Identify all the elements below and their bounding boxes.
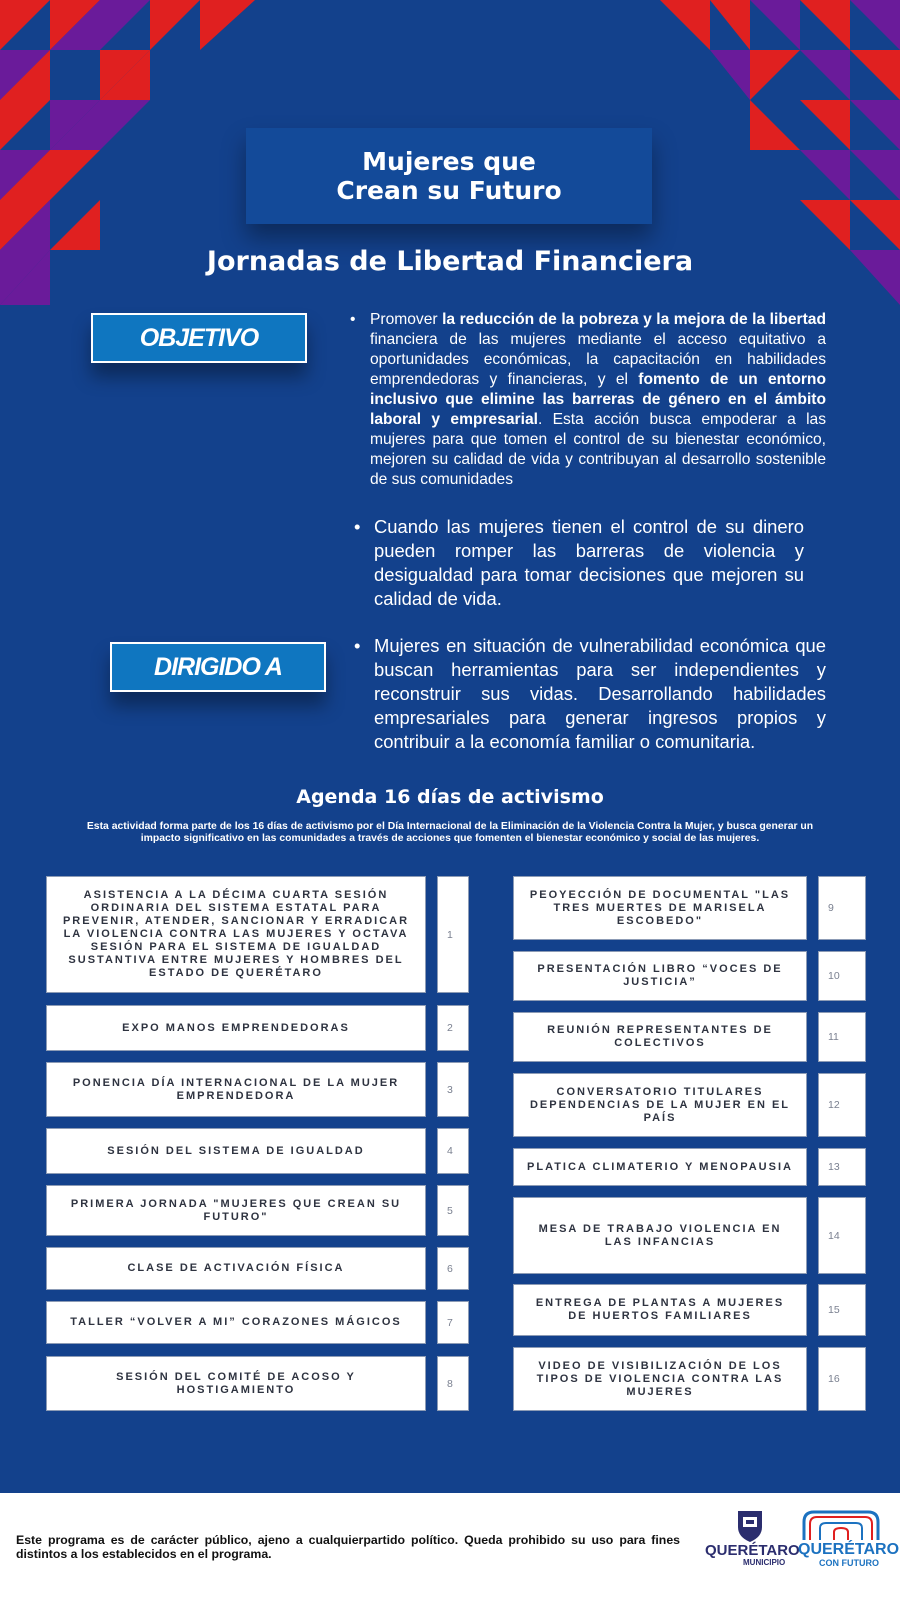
- agenda-item-9: PEOYECCIÓN DE DOCUMENTAL "LAS TRES MUERTES DE MARISELA ESCOBEDO": [513, 876, 807, 940]
- agenda-number-7: 7: [437, 1301, 469, 1344]
- dirigido-paragraph: [354, 634, 826, 754]
- objetivo-text-1: Promover: [370, 311, 443, 328]
- agenda-item-3: PONENCIA DÍA INTERNACIONAL DE LA MUJER EMPRENDEDORA: [46, 1062, 426, 1117]
- agenda-number-10: 10: [818, 951, 866, 1001]
- logo-estado-sub: CON FUTURO: [819, 1558, 879, 1568]
- agenda-number-6: 6: [437, 1247, 469, 1290]
- title-banner: [246, 128, 652, 224]
- agenda-number-16: 16: [818, 1347, 866, 1411]
- municipio-shield-icon: [735, 1509, 765, 1543]
- agenda-number-12: 12: [818, 1073, 866, 1137]
- agenda-item-2: EXPO MANOS EMPRENDEDORAS: [46, 1005, 426, 1051]
- agenda-title: Agenda 16 días de activismo: [296, 786, 604, 808]
- agenda-item-10: PRESENTACIÓN LIBRO “VOCES DE JUSTICIA”: [513, 951, 807, 1001]
- logo-municipio-sub: MUNICIPIO: [743, 1558, 786, 1567]
- agenda-item-14: MESA DE TRABAJO VIOLENCIA EN LAS INFANCIAS: [513, 1197, 807, 1274]
- agenda-number-1: 1: [437, 876, 469, 993]
- agenda-item-6: CLASE DE ACTIVACIÓN FÍSICA: [46, 1247, 426, 1290]
- agenda-item-4: SESIÓN DEL SISTEMA DE IGUALDAD: [46, 1128, 426, 1174]
- legal-notice: Este programa es de carácter público, ajeno a cualquierpartido político. Queda prohibido su uso para fines distintos a los establecidos en el programa.: [16, 1533, 680, 1561]
- objetivo-text-4: Cuando las mujeres tienen el control de su dinero pueden romper las barreras de violencia y desigualdad para tomar decisiones que mejoren su calidad de vida.: [374, 516, 804, 609]
- agenda-number-14: 14: [818, 1197, 866, 1274]
- agenda-number-5: 5: [437, 1185, 469, 1236]
- agenda-description: Esta actividad forma parte de los 16 días de activismo por el Día Internacional de la Eliminación de la Violencia Contra la Mujer, y busca generar un impacto significativo en las comunidades a través de acciones que fomenten el bienestar económico y social de las mujeres.: [86, 821, 814, 844]
- agenda-number-3: 3: [437, 1062, 469, 1117]
- agenda-item-5: PRIMERA JORNADA "MUJERES QUE CREAN SU FUTURO": [46, 1185, 426, 1236]
- objetivo-bold-1: la reducción de la pobreza y la mejora de la libertad: [442, 311, 826, 328]
- agenda-number-8: 8: [437, 1356, 469, 1411]
- agenda-item-15: ENTREGA DE PLANTAS A MUJERES DE HUERTOS FAMILIARES: [513, 1284, 807, 1336]
- objetivo-text-3: . Esta acción busca empoderar a las mujeres para que tomen el control de su bienestar económico, mejoren su calidad de vida y contribuyan al desarrollo sostenible de sus comunidades: [370, 411, 827, 488]
- agenda-item-16: VIDEO DE VISIBILIZACIÓN DE LOS TIPOS DE VIOLENCIA CONTRA LAS MUJERES: [513, 1347, 807, 1411]
- agenda-item-11: REUNIÓN REPRESENTANTES DE COLECTIVOS: [513, 1012, 807, 1062]
- agenda-item-8: SESIÓN DEL COMITÉ DE ACOSO Y HOSTIGAMIENTO: [46, 1356, 426, 1411]
- agenda-item-12: CONVERSATORIO TITULARES DEPENDENCIAS DE LA MUJER EN EL PAÍS: [513, 1073, 807, 1137]
- agenda-number-15: 15: [818, 1284, 866, 1336]
- bullet-icon: •: [354, 635, 361, 656]
- agenda-item-1: ASISTENCIA A LA DÉCIMA CUARTA SESIÓN ORDINARIA DEL SISTEMA ESTATAL PARA PREVENIR, ATENDER, SANCIONAR Y ERRADICAR LA VIOLENCIA CONTRA LAS MUJERES Y OCTAVA SESIÓN PARA EL SISTEMA DE IGUALDAD SUSTANTIVA ENTRE MUJERES Y HOMBRES DEL ESTADO DE QUERÉTARO: [46, 876, 426, 993]
- objetivo-paragraph-2: [354, 515, 804, 611]
- objetivo-bold-2: fomento de un entorno inclusivo que elimine las barreras de género en el ámbito laboral y empresarial: [370, 371, 826, 428]
- bullet-icon: •: [354, 516, 361, 537]
- objetivo-label: OBJETIVO: [91, 313, 307, 363]
- agenda-number-9: 9: [818, 876, 866, 940]
- objetivo-paragraph: [350, 310, 827, 490]
- page-subtitle: Jornadas de Libertad Financiera: [206, 246, 694, 277]
- agenda-item-7: TALLER “VOLVER A MI” CORAZONES MÁGICOS: [46, 1301, 426, 1344]
- logo-estado-name: QUERÉTARO: [798, 1541, 900, 1558]
- dirigido-text: Mujeres en situación de vulnerabilidad económica que buscan herramientas para ser independientes y reconstruir sus vidas. Desarrollando habilidades empresariales para generar ingresos propios y contribuir a la economía familiar o comunitaria.: [374, 635, 826, 752]
- queretaro-arches-icon: [800, 1508, 882, 1542]
- agenda-number-2: 2: [437, 1005, 469, 1051]
- objetivo-text-2: financiera de las mujeres mediante el acceso equitativo a oportunidades económicas, la capacitación en habilidades emprendedoras y financieras, y el: [370, 331, 826, 388]
- bullet-icon: •: [350, 311, 356, 328]
- title-line-2: Crean su Futuro: [336, 176, 562, 205]
- agenda-number-13: 13: [818, 1148, 866, 1186]
- agenda-number-11: 11: [818, 1012, 866, 1062]
- agenda-number-4: 4: [437, 1128, 469, 1174]
- agenda-item-13: PLATICA CLIMATERIO Y MENOPAUSIA: [513, 1148, 807, 1186]
- dirigido-label: DIRIGIDO A: [110, 642, 326, 692]
- title-line-1: Mujeres que: [362, 147, 536, 176]
- logo-municipio-name: QUERÉTARO: [705, 1542, 800, 1559]
